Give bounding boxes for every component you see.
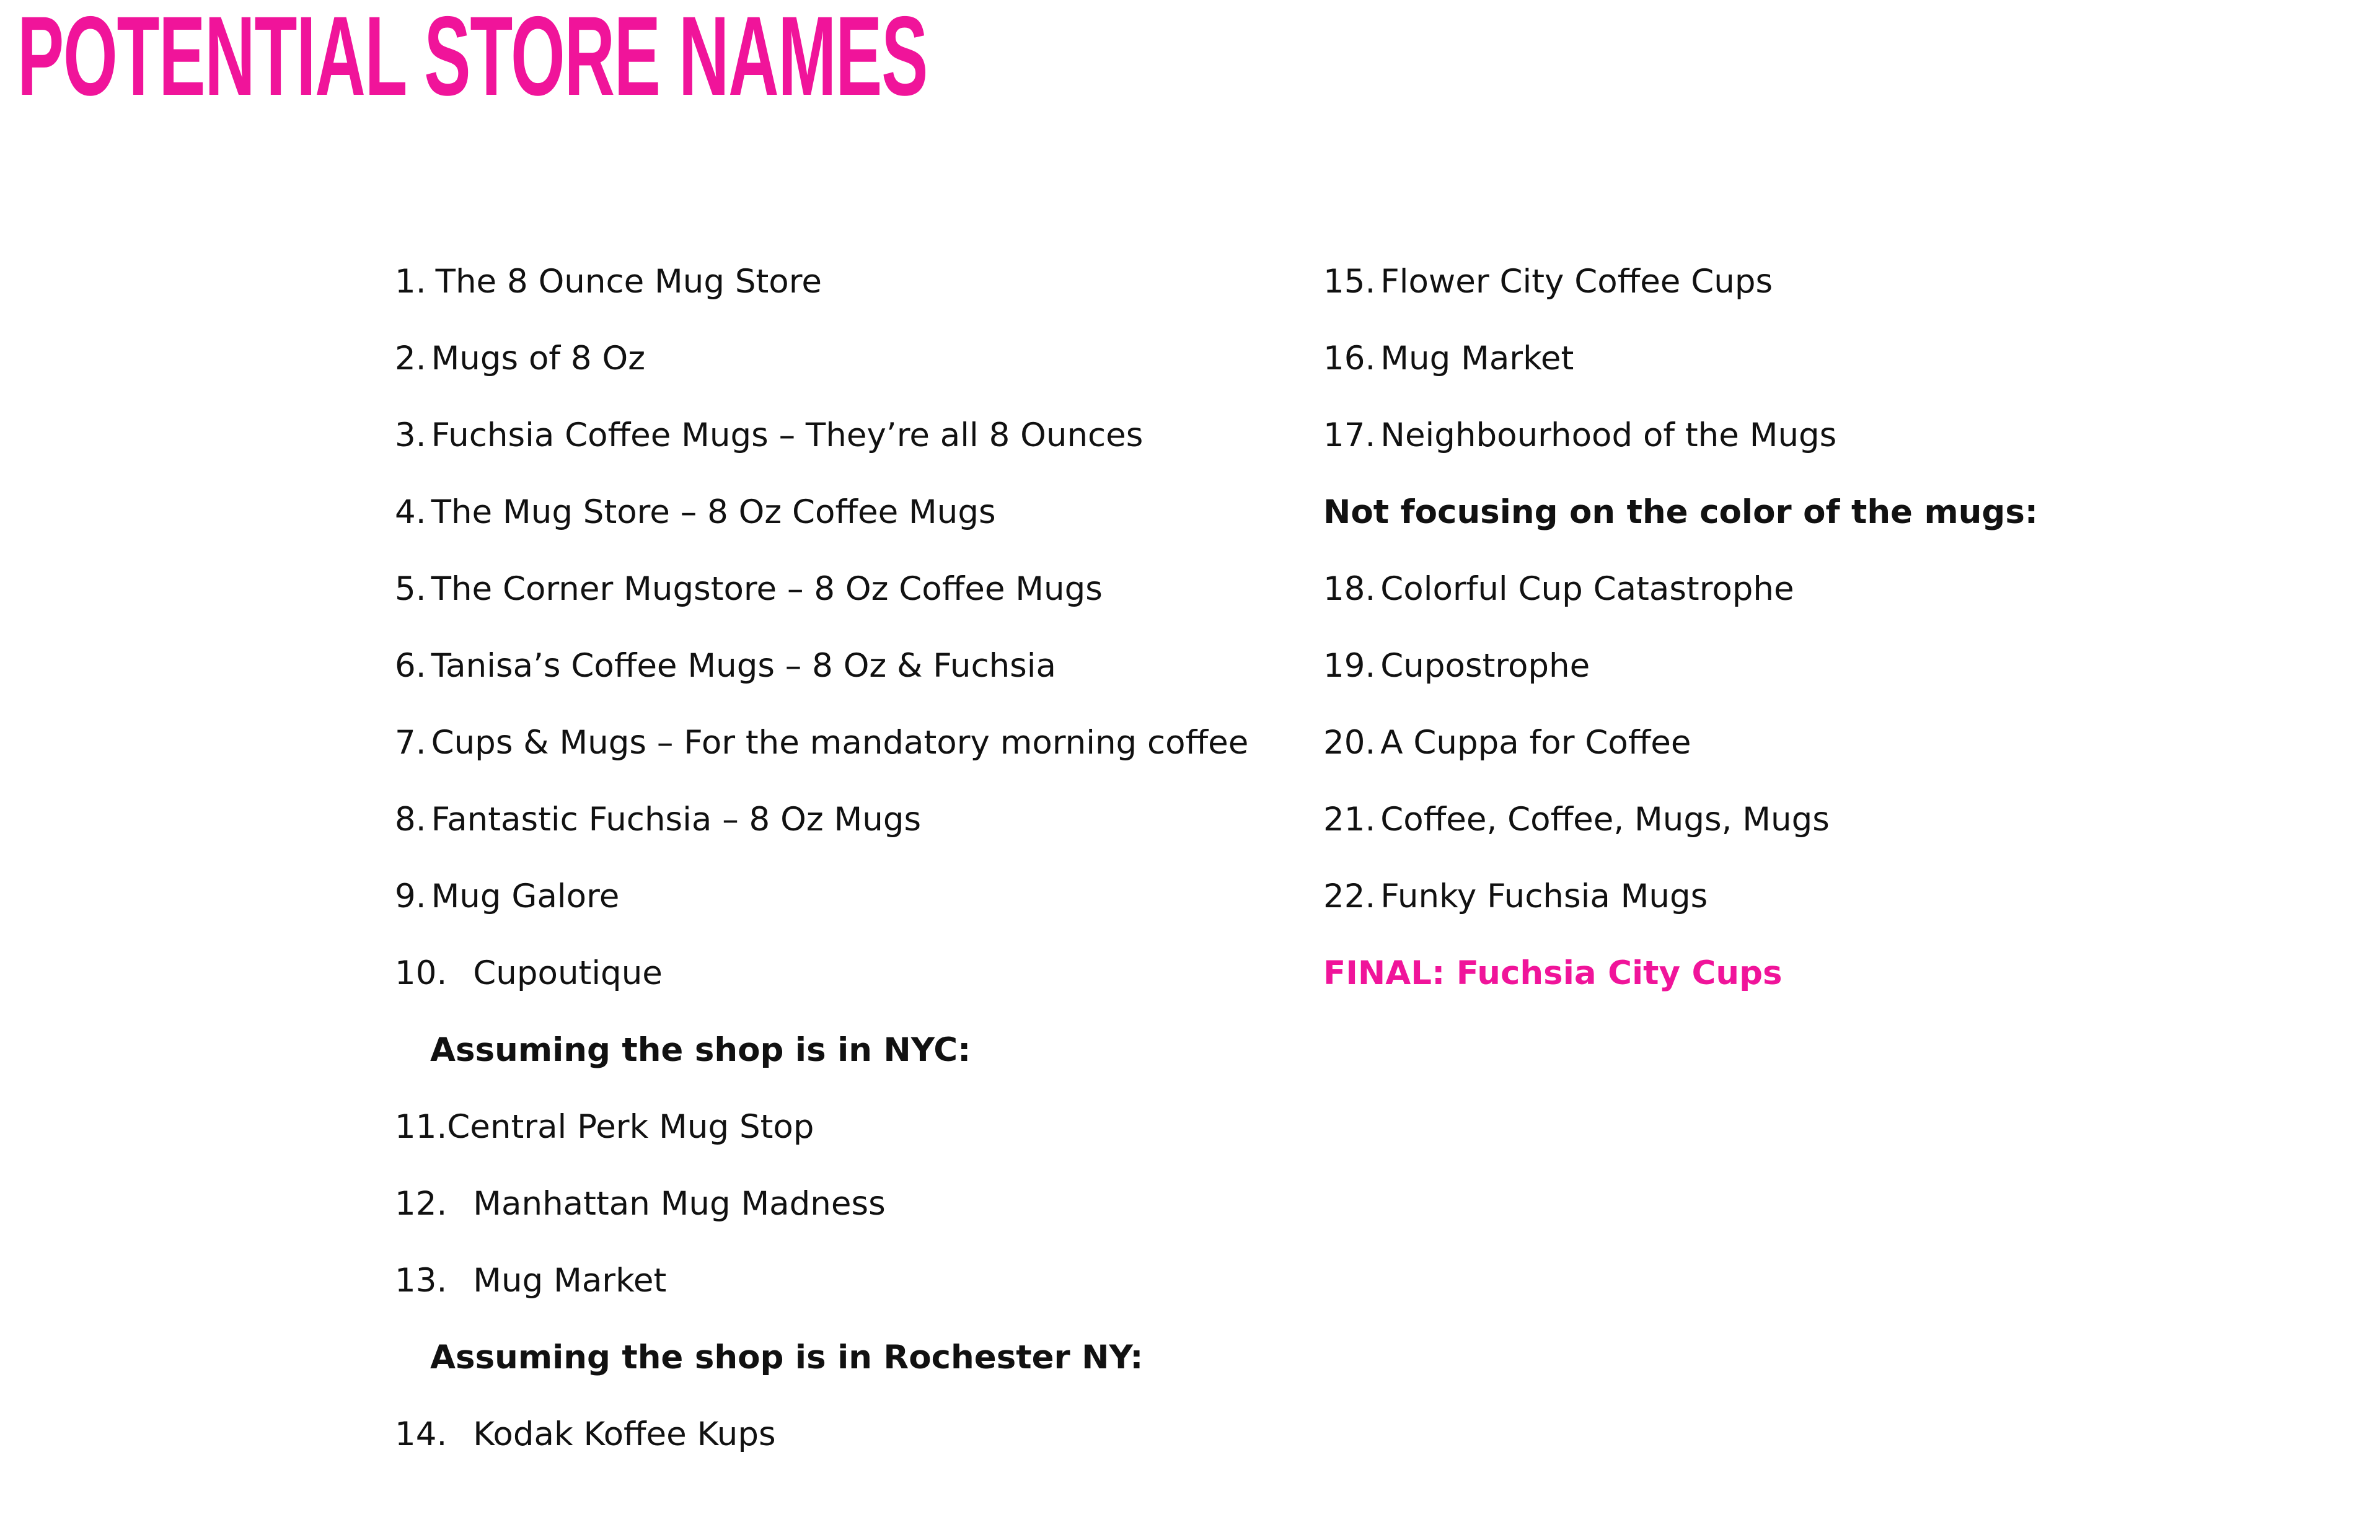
list-item [1323,869,1708,925]
item-text: Cups & Mugs – For the mandatory morning coffee [431,724,1249,762]
item-number: 21. [1323,801,1376,838]
list-item [1323,561,1794,617]
section-heading-rochester: Assuming the shop is in Rochester NY: [430,1339,1144,1376]
list-item [1323,715,1691,771]
item-number: 14. [395,1415,447,1453]
item-number: 15. [1323,263,1376,301]
item-number: 11. [395,1108,447,1146]
item-number: 12. [395,1185,447,1223]
item-number: 8. [395,801,426,838]
item-text: Flower City Coffee Cups [1380,263,1773,301]
item-text: Mug Market [473,1262,667,1300]
item-text: Mug Galore [431,878,620,915]
item-number: 16. [1323,340,1376,377]
list-item [395,638,1056,694]
item-text: Cupostrophe [1380,647,1590,685]
list-item [395,561,1103,617]
list-item [395,1176,886,1232]
item-text: Manhattan Mug Madness [473,1185,886,1223]
item-number: 3. [395,416,426,454]
item-number: 2. [395,340,426,377]
list-item [1323,331,1574,387]
final-choice: FINAL: Fuchsia City Cups [1323,954,1783,992]
item-text: Tanisa’s Coffee Mugs – 8 Oz & Fuchsia [431,647,1057,685]
item-number: 19. [1323,647,1376,685]
item-text: Colorful Cup Catastrophe [1380,570,1794,608]
list-item [395,869,619,925]
item-number: 22. [1323,878,1376,915]
list-item [1323,408,1836,464]
list-item [395,792,921,848]
list-item [395,331,645,387]
list-item [395,946,663,1001]
item-text: Mugs of 8 Oz [431,340,646,377]
item-text: Mug Market [1380,340,1574,377]
item-number: 7. [395,724,426,762]
item-number: 5. [395,570,426,608]
item-text: The Mug Store – 8 Oz Coffee Mugs [431,493,996,531]
list-item [1323,254,1773,310]
section-heading-nyc: Assuming the shop is in NYC: [430,1031,971,1069]
item-number: 13. [395,1262,447,1300]
list-item [395,1099,814,1155]
item-number: 17. [1323,416,1376,454]
item-text: The 8 Ounce Mug Store [435,263,822,301]
list-item [395,1253,666,1309]
list-item [1323,638,1590,694]
item-text: Central Perk Mug Stop [447,1108,814,1146]
list-item [395,715,1248,771]
item-number: 6. [395,647,426,685]
item-text: Cupoutique [473,954,663,992]
item-number: 20. [1323,724,1376,762]
item-number: 1. [395,263,426,301]
item-text: The Corner Mugstore – 8 Oz Coffee Mugs [431,570,1103,608]
item-text: Neighbourhood of the Mugs [1380,416,1837,454]
page-title: POTENTIAL STORE NAMES [17,0,928,119]
item-text: A Cuppa for Coffee [1380,724,1691,762]
list-item [395,254,822,310]
list-item [395,1407,776,1463]
list-item [395,408,1143,464]
item-text: Fuchsia Coffee Mugs – They’re all 8 Ounces [431,416,1144,454]
item-number: 10. [395,954,447,992]
section-heading-color: Not focusing on the color of the mugs: [1323,493,2038,531]
item-text: Fantastic Fuchsia – 8 Oz Mugs [431,801,922,838]
item-text: Funky Fuchsia Mugs [1380,878,1708,915]
item-number: 4. [395,493,426,531]
list-item [1323,792,1830,848]
item-text: Kodak Koffee Kups [473,1415,776,1453]
item-number: 9. [395,878,426,915]
item-number: 18. [1323,570,1376,608]
list-item [395,485,996,540]
item-text: Coffee, Coffee, Mugs, Mugs [1380,801,1830,838]
